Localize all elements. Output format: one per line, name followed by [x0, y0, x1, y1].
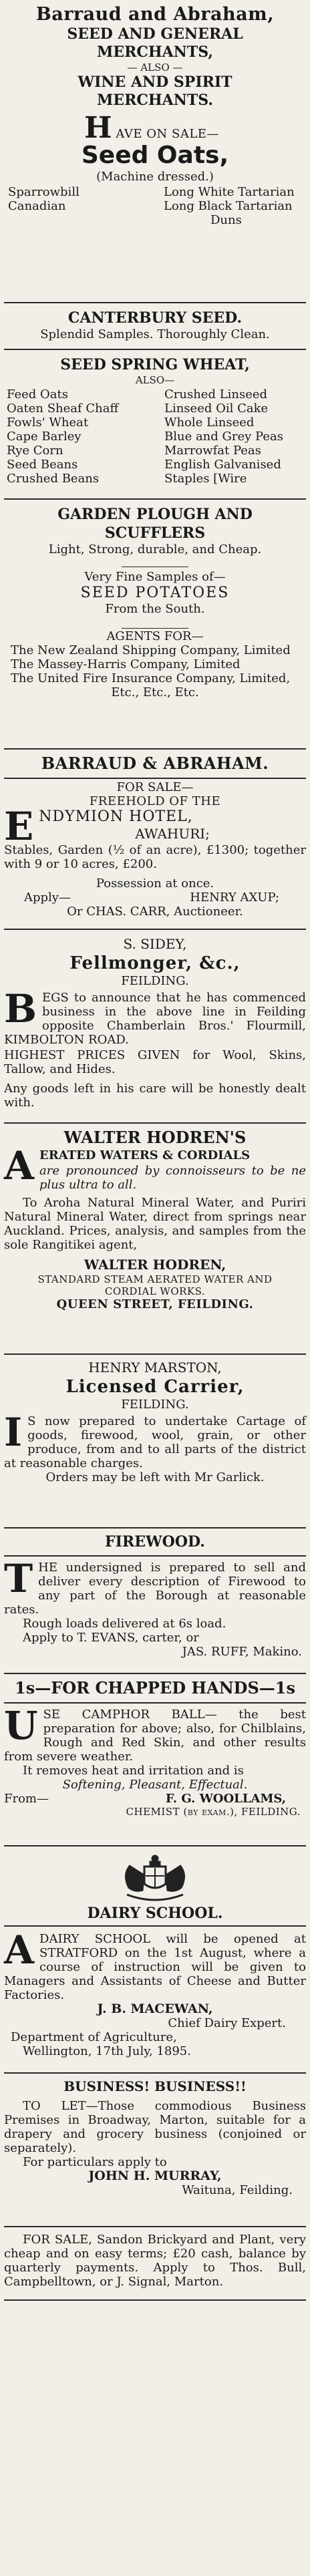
canterbury-seed [4, 309, 306, 341]
prices-note: HIGHEST PRICES GIVEN for Wool, Skins, Tallow, and Hides. [4, 1048, 306, 1076]
advert-body: HE undersigned is prepared to sell and deliver every description of Firewood to any part of the Borough at reasonable rates. [4, 1561, 306, 1617]
trade-name: Fellmonger, &c., [69, 953, 241, 973]
royal-crest-icon [115, 1852, 195, 1903]
advertiser-name: S. SIDEY, [123, 936, 187, 952]
product-item: Oaten Sheaf Chaff [7, 401, 119, 416]
section-title: SEED SPRING WHEAT, [60, 356, 250, 373]
softening-note: Softening, Pleasant, Effectual. [62, 1778, 248, 1792]
for-sale-label: FOR SALE— [116, 780, 194, 794]
notice-date: Wellington, 17th July, 1895. [23, 2044, 191, 2058]
contact-name: JAS. RUFF, Makino. [182, 1645, 302, 1659]
divider [4, 302, 306, 303]
trade-name: Licensed Carrier, [65, 1377, 245, 1397]
firewood-advert [4, 1533, 306, 1659]
business-to-let [4, 2078, 306, 2197]
advertiser-name: JOHN H. MURRAY, [88, 2168, 222, 2183]
drop-cap: A [4, 1143, 35, 1188]
section-title: SCUFFLERS [104, 524, 206, 542]
town-name: FEILDING. [121, 1398, 189, 1412]
oat-variety: Long White Tartarian [164, 185, 295, 199]
advert-body: TO LET—Those commodious Business Premises in Broadway, Marton, suitable for a drapery and grocery business (conjoined or separately). [4, 2099, 306, 2155]
hotel-details: Stables, Garden (½ of an acre), £1300; together with 9 or 10 acres, £200. [4, 843, 306, 871]
from-label: From— [4, 1792, 49, 1806]
garden-plough [4, 505, 306, 699]
very-fine-samples: Very Fine Samples of— [84, 570, 226, 584]
section-title: BUSINESS! BUSINESS!! [63, 2078, 247, 2094]
divider [4, 2072, 306, 2074]
product-item: English Galvanised [164, 458, 281, 472]
apply-line: Apply to T. EVANS, carter, or [23, 1631, 199, 1645]
pronounced-note: are pronounced by connoisseurs to be ne plus ultra to all. [39, 1164, 306, 1192]
advert-body: SE CAMPHOR BALL— the best preparation for above; also, for Chilblains, Rough and Red Skin, and other results from severe weather. [4, 1708, 306, 1764]
drop-cap: U [4, 1703, 38, 1748]
goods-note: Any goods left in his care will be honestly dealt with. [4, 1082, 306, 1110]
street-address: QUEEN STREET, FEILDING. [56, 1297, 254, 1311]
advertiser-name: HENRY MARSTON, [88, 1359, 222, 1376]
drop-cap: A [4, 1927, 35, 1973]
agents-label: AGENTS FOR— [106, 629, 204, 643]
advert-body: EGS to announce that he has commenced business in the above line in Feilding opposite Chamberlain Bros.' Flourmill, KIMBOLTON ROAD. [4, 991, 306, 1047]
contact-name: HENRY AXUP; [190, 891, 279, 905]
divider [4, 498, 306, 500]
section-title: FIREWOOD. [105, 1533, 205, 1551]
divider [4, 1673, 306, 1674]
agency-item: The New Zealand Shipping Company, Limited [11, 643, 291, 657]
advertiser-name: F. G. WOOLLAMS, [165, 1792, 286, 1806]
chemist-name: CHEMIST (by exam.), FEILDING. [126, 1806, 301, 1818]
hotel-name: NDYMION HOTEL, [39, 808, 193, 825]
divider [4, 2226, 306, 2227]
rough-loads: Rough loads delivered at 6s load. [23, 1617, 226, 1631]
newspaper-column [4, 0, 306, 2576]
hodren-waters [4, 1128, 306, 1311]
section-title: GARDEN PLOUGH AND [57, 506, 253, 523]
divider [4, 1845, 306, 1846]
potatoes-heading: SEED POTATOES [80, 585, 230, 601]
product-item: Linseed Oil Cake [164, 401, 269, 416]
advert-body: S now prepared to undertake Cartage of goods, firewood, wool, grain, or other produce, from and to all parts of the district at reasonable charges. [4, 1414, 306, 1470]
barraud-advert [4, 4, 306, 227]
product-item: Crushed Beans [7, 472, 100, 486]
product-item: Feed Oats [7, 387, 69, 401]
divider [4, 748, 306, 750]
advert-body: DAIRY SCHOOL will be opened at STRATFORD on the 1st August, where a course of instruction will be given to Managers and Assistants of Cheese and Butter Factories. [4, 1932, 306, 2002]
advert-subtitle: MERCHANTS. [96, 92, 213, 109]
agency-etc: Etc., Etc., Etc. [111, 685, 199, 699]
divider [4, 1353, 306, 1355]
divider [4, 1925, 306, 1927]
have-on-sale: AVE ON SALE— [116, 127, 219, 141]
product-item: Fowls' Wheat [7, 416, 89, 430]
aerated-heading: ERATED WATERS & CORDIALS [39, 1148, 251, 1162]
section-title: WALTER HODREN'S [63, 1128, 247, 1147]
section-subtitle: Light, Strong, durable, and Cheap. [48, 542, 262, 556]
advertiser-town: Waituna, Feilding. [182, 2183, 293, 2197]
divider [4, 2299, 306, 2301]
divider [4, 1527, 306, 1528]
divider [4, 1555, 306, 1557]
dairy-school [4, 1852, 306, 2058]
particulars-line: For particulars apply to [23, 2155, 167, 2169]
drop-cap: B [4, 986, 37, 1031]
apply-label: Apply— [24, 891, 71, 905]
seed-oats-heading: Seed Oats, [81, 142, 229, 169]
works-name: STANDARD STEAM AERATED WATER AND [37, 1273, 273, 1285]
product-item: Blue and Grey Peas [164, 430, 283, 444]
also-label: ALSO— [135, 374, 175, 386]
town-name: FEILDING. [121, 974, 189, 988]
drop-cap: T [4, 1556, 33, 1601]
advert-body: FOR SALE, Sandon Brickyard and Plant, very cheap and on easy terms; £20 cash, balance by quarterly payments. Apply to Thos. Bull, Campbelltown, or J. Signal, Marton. [4, 2233, 306, 2289]
section-title: CANTERBURY SEED. [67, 309, 243, 327]
oat-variety: Sparrowbill [8, 185, 80, 199]
product-item: Seed Beans [7, 458, 78, 472]
hotel-location: AWAHURI; [135, 826, 210, 842]
product-item: Rye Corn [7, 444, 63, 458]
agency-item: The Massey-Harris Company, Limited [11, 657, 241, 671]
marston-carrier [4, 1359, 306, 1484]
sidey-fellmonger [4, 935, 306, 1110]
section-title: BARRAUD & ABRAHAM. [41, 754, 269, 773]
possession-note: Possession at once. [96, 876, 214, 891]
advert-subtitle: SEED AND GENERAL [67, 25, 243, 43]
drop-cap: H [84, 111, 112, 145]
brickyard-for-sale [4, 2233, 306, 2289]
divider [4, 1702, 306, 1704]
department-name: Department of Agriculture, [11, 2030, 177, 2044]
oat-variety: Long Black Tartarian [164, 199, 293, 213]
section-title: 1s—FOR CHAPPED HANDS—1s [15, 1678, 295, 1698]
divider [122, 628, 188, 629]
advertiser-name: J. B. MACEWAN, [97, 2001, 213, 2016]
heat-note: It removes heat and irritation and is [23, 1764, 244, 1778]
section-subtitle: Splendid Samples. Thoroughly Clean. [40, 327, 270, 341]
drop-cap: E [4, 804, 34, 849]
divider [4, 929, 306, 930]
oat-variety: Canadian [8, 199, 66, 213]
divider [4, 349, 306, 350]
seed-spring-wheat [4, 355, 306, 486]
also-label: — ALSO — [127, 61, 183, 73]
drop-cap: I [4, 1410, 23, 1455]
machine-note: (Machine dressed.) [96, 170, 214, 184]
advertiser-name: WALTER HODREN, [84, 1257, 226, 1273]
advert-title: Barraud and Abraham, [35, 4, 275, 25]
divider [4, 778, 306, 779]
auctioneer-name: Or CHAS. CARR, Auctioneer. [67, 905, 243, 919]
works-name: CORDIAL WORKS. [104, 1285, 206, 1297]
agency-item: The United Fire Insurance Company, Limited, [11, 671, 291, 685]
from-south: From the South. [105, 602, 205, 616]
divider [4, 1122, 306, 1124]
freehold-label: FREEHOLD OF THE [89, 794, 221, 808]
product-item: Whole Linseed [164, 416, 255, 430]
chapped-hands [4, 1678, 306, 1818]
advert-subtitle: WINE AND SPIRIT [78, 73, 232, 91]
advert-subtitle: MERCHANTS, [96, 43, 213, 61]
advertiser-role: Chief Dairy Expert. [168, 2016, 286, 2030]
oat-variety: Duns [210, 213, 242, 227]
product-item: Marrowfat Peas [164, 444, 261, 458]
section-title: DAIRY SCHOOL. [87, 1905, 223, 1922]
product-item: Cape Barley [7, 430, 82, 444]
advert-body: To Aroha Natural Mineral Water, and Puriri Natural Mineral Water, direct from springs near Auckland. Prices, analysis, and samples from the sole Rangitikei agent, [4, 1196, 306, 1252]
endymion-hotel [4, 754, 306, 919]
product-item: Crushed Linseed [164, 387, 268, 401]
product-item: Staples [Wire [164, 472, 247, 486]
orders-note: Orders may be left with Mr Garlick. [45, 1470, 265, 1484]
